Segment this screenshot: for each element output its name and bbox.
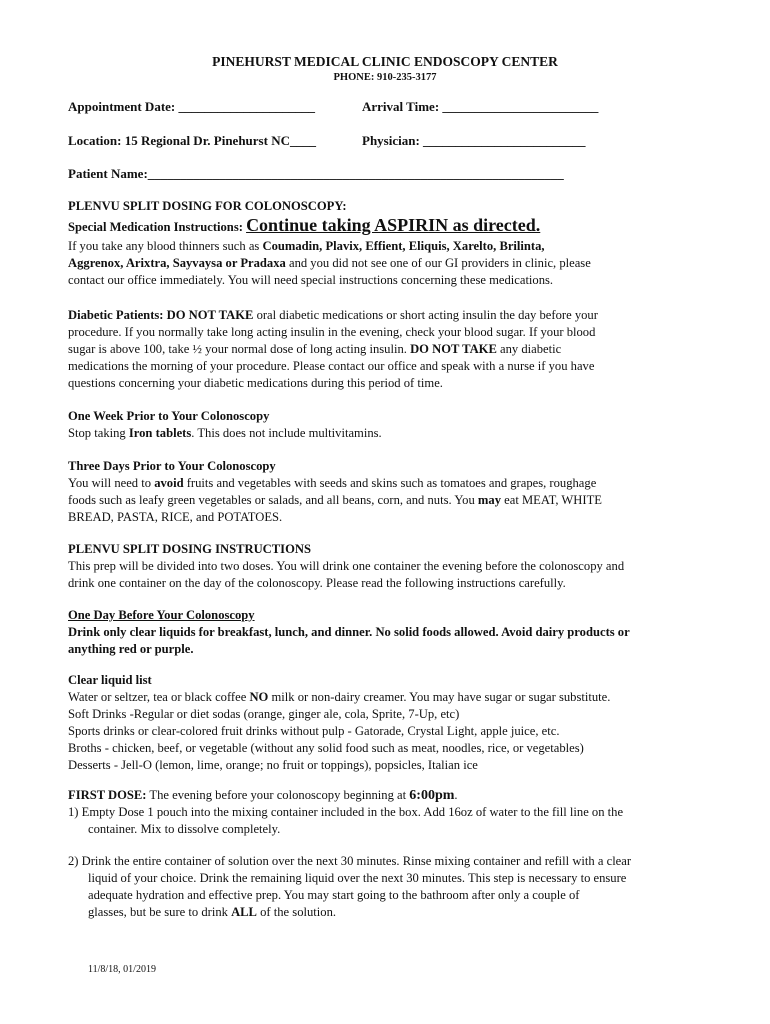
iron-tablets: Iron tablets	[128, 426, 192, 440]
water-c: milk or non-dairy creamer. You may have sugar or sugar substitute.	[268, 690, 611, 704]
three-days-2c: eat MEAT, WHITE	[501, 493, 602, 507]
list-item: Soft Drinks -Regular or diet sodas (orange, ginger ale, cola, Sprite, 7-Up, etc)	[68, 707, 460, 721]
dosing-section	[68, 541, 624, 592]
special-label: Special Medication Instructions:	[68, 220, 247, 234]
bt-text: If you take any blood thinners such as	[68, 239, 263, 253]
bt-drugs-2: Aggrenox, Arixtra, Sayvaysa or Pradaxa	[68, 256, 286, 270]
one-week-a: Stop taking	[68, 426, 129, 440]
first-dose-label: FIRST DOSE:	[68, 788, 147, 802]
diabetic-do-not-take: DO NOT TAKE	[410, 342, 497, 356]
clinic-phone: PHONE: 910-235-3177	[333, 72, 437, 83]
bt-text-3: contact our office immediately. You will need special instructions concerning these medications.	[68, 273, 554, 287]
step2-line1: 2) Drink the entire container of solution over the next 30 minutes. Rinse mixing container and refill with a clear	[68, 854, 632, 868]
one-week-heading: One Week Prior to Your Colonoscopy	[68, 409, 270, 423]
first-dose-heading-line	[68, 787, 458, 804]
dosing-line2: drink one container on the day of the colonoscopy. Please read the following instructions carefully.	[68, 576, 566, 590]
location-field[interactable]: Location: 15 Regional Dr. Pinehurst NC____	[68, 133, 316, 148]
first-dose-time: 6:00pm	[409, 788, 455, 803]
diabetic-line4: medications the morning of your procedure. Please contact our office and speak with a nurse if you have	[68, 359, 595, 373]
first-dose-text: The evening before your colonoscopy beginning at	[146, 788, 410, 802]
diabetic-line3a: sugar is above 100, take ½ your normal dose of long acting insulin.	[68, 342, 411, 356]
first-dose-step-1	[68, 804, 623, 838]
step2-line4	[68, 904, 631, 921]
step2-line4c: of the solution.	[256, 905, 337, 919]
list-item: Broths - chicken, beef, or vegetable (without any solid food such as meat, noodles, rice, or vegetables)	[68, 741, 584, 755]
three-days-2a: foods such as leafy green vegetables or salads, and all beans, corn, and nuts. You	[68, 493, 478, 507]
arrival-time-field[interactable]: Arrival Time: ________________________	[362, 99, 599, 114]
clinic-title: PINEHURST MEDICAL CLINIC ENDOSCOPY CENTER	[212, 54, 558, 69]
three-days-section	[68, 458, 602, 526]
aspirin-instruction: Continue taking ASPIRIN as directed.	[246, 215, 541, 235]
special-instructions	[68, 215, 540, 236]
all-word: ALL	[231, 905, 257, 919]
blood-thinners-paragraph	[68, 238, 591, 289]
three-days-1a: You will need to	[68, 476, 155, 490]
one-week-c: . This does not include multivitamins.	[191, 426, 382, 440]
step2-line3: adequate hydration and effective prep. You may start going to the bathroom after only a couple of	[88, 888, 580, 902]
first-dose-period: .	[454, 788, 458, 802]
physician-field[interactable]: Physician: _________________________	[362, 133, 586, 148]
diabetic-line3c: any diabetic	[496, 342, 562, 356]
revision-date: 11/8/18, 01/2019	[88, 964, 156, 975]
dosing-heading: PLENVU SPLIT DOSING INSTRUCTIONS	[68, 542, 311, 556]
one-day-heading: One Day Before Your Colonoscopy	[68, 608, 255, 622]
clear-liquid-heading: Clear liquid list	[68, 673, 152, 687]
diabetic-label: Diabetic Patients: DO NOT TAKE	[68, 308, 254, 322]
water-a: Water or seltzer, tea or black coffee	[68, 690, 250, 704]
one-week-section	[68, 408, 382, 442]
diabetic-line1: oral diabetic medications or short acting insulin the day before your	[253, 308, 598, 322]
dosing-line1: This prep will be divided into two doses. You will drink one container the evening before the colonoscopy and	[68, 559, 625, 573]
list-item: Sports drinks or clear-colored fruit drinks without pulp - Gatorade, Crystal Light, apple juice, etc.	[68, 724, 560, 738]
one-day-section	[68, 607, 630, 658]
avoid-word: avoid	[154, 476, 184, 490]
diabetic-line2: procedure. If you normally take long acting insulin in the evening, check your blood sugar. If your blood	[68, 325, 596, 339]
may-word: may	[477, 493, 501, 507]
list-item: Desserts - Jell-O (lemon, lime, orange; no fruit or toppings), popsicles, Italian ice	[68, 758, 478, 772]
step2-line2: liquid of your choice. Drink the remaining liquid over the next 30 minutes. This step is necessary to ensure	[88, 871, 627, 885]
step1-line2: container. Mix to dissolve completely.	[88, 822, 281, 836]
no-word: NO	[249, 690, 269, 704]
diabetic-paragraph	[68, 307, 598, 392]
step1-line1: 1) Empty Dose 1 pouch into the mixing container included in the box. Add 16oz of water to the fill line on the	[68, 805, 624, 819]
three-days-1c: fruits and vegetables with seeds and skins such as tomatoes and grapes, roughage	[183, 476, 597, 490]
step2-line4a: glasses, but be sure to drink	[88, 905, 232, 919]
three-days-heading: Three Days Prior to Your Colonoscopy	[68, 459, 276, 473]
diabetic-line5: questions concerning your diabetic medications during this period of time.	[68, 376, 443, 390]
patient-name-field[interactable]: Patient Name:________________________________________________________________	[68, 166, 564, 181]
three-days-3: BREAD, PASTA, RICE, and POTATOES.	[68, 510, 283, 524]
bt-text-2: and you did not see one of our GI providers in clinic, please	[285, 256, 591, 270]
bt-drugs-1: Coumadin, Plavix, Effient, Eliquis, Xarelto, Brilinta,	[262, 239, 545, 253]
plenvu-heading: PLENVU SPLIT DOSING FOR COLONOSCOPY:	[68, 199, 347, 213]
appointment-date-field[interactable]: Appointment Date: _____________________	[68, 99, 315, 114]
first-dose-step-2	[68, 853, 631, 921]
one-day-line1: Drink only clear liquids for breakfast, lunch, and dinner. No solid foods allowed. Avoid dairy products or	[68, 625, 630, 639]
clear-liquid-section	[68, 672, 610, 774]
one-day-line2: anything red or purple.	[68, 642, 194, 656]
